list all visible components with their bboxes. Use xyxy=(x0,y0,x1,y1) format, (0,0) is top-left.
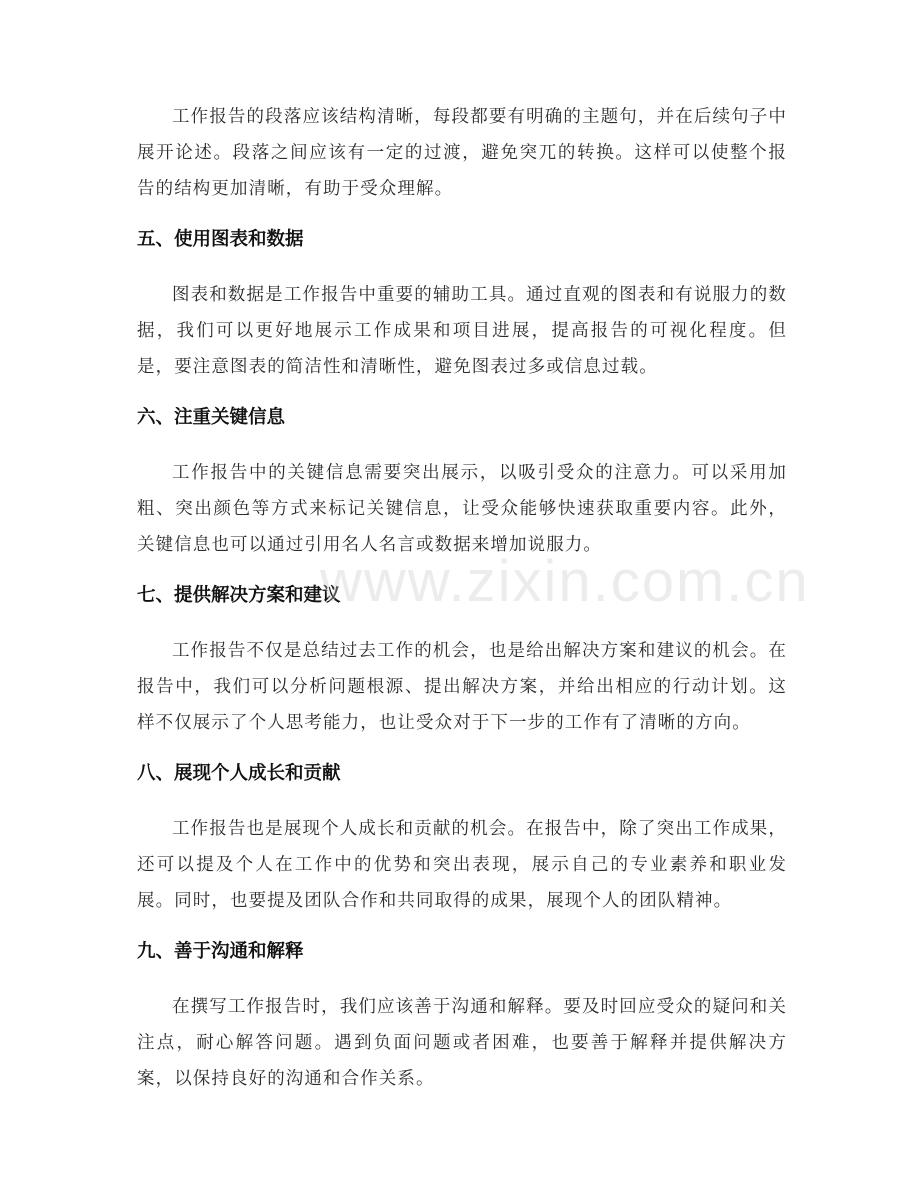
heading-section-7: 七、提供解决方案和建议 xyxy=(137,585,341,606)
watermark: www.zixin.com.cn xyxy=(320,549,810,614)
heading-section-9: 九、善于沟通和解释 xyxy=(137,941,304,962)
heading-section-6: 六、注重关键信息 xyxy=(137,407,286,428)
document-body xyxy=(137,99,787,1116)
paragraph-communication: 在撰写工作报告时，我们应该善于沟通和解释。要及时回应受众的疑问和关注点，耐心解答问题。遇到负面问题或者困难，也要善于解释并提供解决方案，以保持良好的沟通和合作关系。 xyxy=(137,997,787,1089)
paragraph-solutions: 工作报告不仅是总结过去工作的机会，也是给出解决方案和建议的机会。在报告中，我们可以分析问题根源、提出解决方案，并给出相应的行动计划。这样不仅展示了个人思考能力，也让受众对于下一步的工作有了清晰的方向。 xyxy=(137,641,787,733)
paragraph-charts-data: 图表和数据是工作报告中重要的辅助工具。通过直观的图表和有说服力的数据，我们可以更好地展示工作成果和项目进展，提高报告的可视化程度。但是，要注意图表的简洁性和清晰性，避免图表过多或信息过载。 xyxy=(137,285,787,377)
heading-section-8: 八、展现个人成长和贡献 xyxy=(137,763,341,784)
heading-section-5: 五、使用图表和数据 xyxy=(137,229,304,250)
paragraph-key-info: 工作报告中的关键信息需要突出展示，以吸引受众的注意力。可以采用加粗、突出颜色等方式来标记关键信息，让受众能够快速获取重要内容。此外，关键信息也可以通过引用名人名言或数据来增加说服力。 xyxy=(137,463,787,555)
paragraph-structure: 工作报告的段落应该结构清晰，每段都要有明确的主题句，并在后续句子中展开论述。段落之间应该有一定的过渡，避免突兀的转换。这样可以使整个报告的结构更加清晰，有助于受众理解。 xyxy=(137,107,787,199)
paragraph-growth: 工作报告也是展现个人成长和贡献的机会。在报告中，除了突出工作成果，还可以提及个人在工作中的优势和突出表现，展示自己的专业素养和职业发展。同时，也要提及团队合作和共同取得的成果，展现个人的团队精神。 xyxy=(137,819,787,911)
